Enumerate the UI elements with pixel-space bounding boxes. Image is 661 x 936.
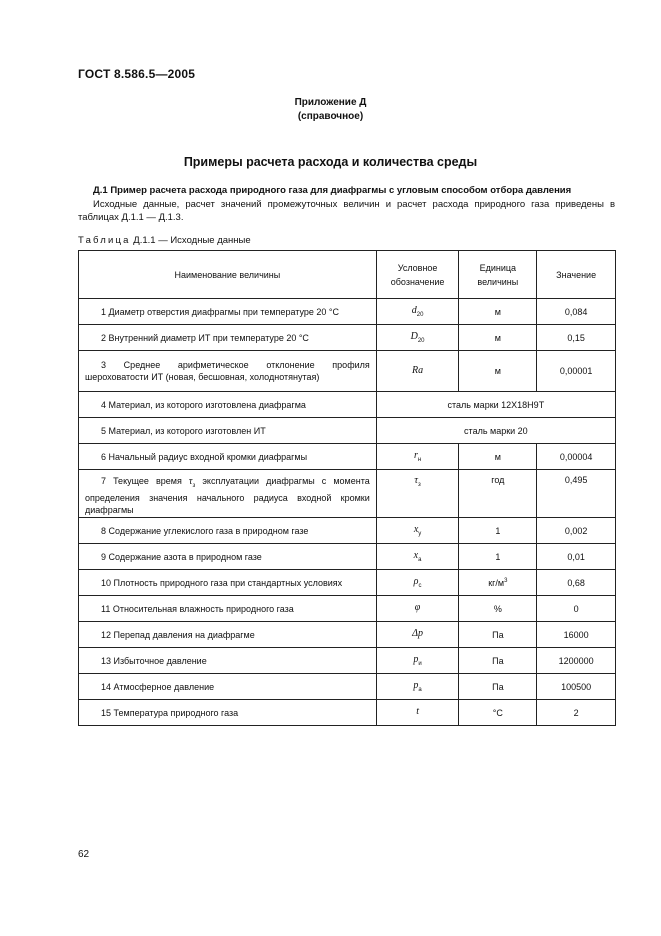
cell-symbol: [376, 648, 459, 674]
unit: м: [494, 451, 501, 462]
unit: Па: [492, 629, 504, 640]
cell-name: 12 Перепад давления на диафрагме: [79, 622, 377, 648]
cell-value: 0,002: [537, 518, 616, 544]
header-symbol: Условное обозначение: [376, 251, 459, 299]
table-row: [79, 299, 616, 325]
cell-unit: [459, 299, 537, 325]
cell-value: 0,00001: [537, 351, 616, 392]
header-name: Наименование величины: [79, 251, 377, 299]
cell-unit: [459, 674, 537, 700]
cell-value: 0,01: [537, 544, 616, 570]
unit: год: [491, 475, 505, 485]
table-row: [79, 418, 616, 444]
unit: м: [494, 306, 501, 317]
cell-name: 15 Температура природного газа: [79, 700, 377, 726]
cell-name: [79, 470, 377, 518]
symbol-subscript: и: [418, 660, 422, 667]
cell-symbol: [376, 470, 459, 518]
table-row: [79, 700, 616, 726]
symbol: ρ: [413, 576, 419, 588]
cell-name: 13 Избыточное давление: [79, 648, 377, 674]
cell-symbol: [376, 325, 459, 351]
unit: м: [494, 332, 501, 343]
symbol: p: [413, 680, 419, 692]
cell-value: 100500: [537, 674, 616, 700]
symbol: t: [416, 706, 419, 718]
cell-name: 6 Начальный радиус входной кромки диафрагмы: [79, 444, 377, 470]
cell-value: 2: [537, 700, 616, 726]
symbol: τ: [414, 475, 418, 486]
cell-name: 8 Содержание углекислого газа в природном газе: [79, 518, 377, 544]
cell-symbol: [376, 351, 459, 392]
cell-unit: [459, 544, 537, 570]
main-title: Примеры расчета расхода и количества среды: [183, 155, 478, 169]
symbol: d: [411, 305, 417, 317]
header-unit: Единица величины: [459, 251, 537, 299]
cell-name: 11 Относительная влажность природного газа: [79, 596, 377, 622]
table-row: [79, 622, 616, 648]
symbol-subscript: 20: [416, 311, 424, 318]
cell-value: 16000: [537, 622, 616, 648]
symbol-subscript: с: [418, 582, 422, 589]
cell-name: 4 Материал, из которого изготовлена диафрагма: [79, 392, 377, 418]
cell-name: 2 Внутренний диаметр ИТ при температуре 20 °С: [79, 325, 377, 351]
source-data-table: [78, 250, 616, 726]
cell-name: 9 Содержание азота в природном газе: [79, 544, 377, 570]
cell-value: 1200000: [537, 648, 616, 674]
header-value: Значение: [537, 251, 616, 299]
cell-name: 1 Диаметр отверстия диафрагмы при температуре 20 °С: [79, 299, 377, 325]
table-row: [79, 444, 616, 470]
symbol-subscript: н: [417, 456, 422, 463]
annex-title: Приложение Д: [294, 97, 367, 108]
table-caption-prefix: Таблица: [78, 235, 131, 246]
table-row: [79, 325, 616, 351]
cell-value: 0,495: [537, 470, 616, 518]
cell-name: 5 Материал, из которого изготовлен ИТ: [79, 418, 377, 444]
name-symbol: τ: [188, 476, 193, 487]
cell-symbol: [376, 622, 459, 648]
table-row: [79, 392, 616, 418]
unit: 1: [495, 525, 501, 536]
cell-merged-value: сталь марки 20: [376, 418, 615, 444]
table-row: [79, 596, 616, 622]
cell-merged-value: сталь марки 12Х18Н9Т: [376, 392, 615, 418]
cell-unit: [459, 700, 537, 726]
table-row: [79, 518, 616, 544]
table-row: [79, 570, 616, 596]
cell-symbol: [376, 570, 459, 596]
unit: Па: [492, 681, 504, 692]
cell-unit: [459, 518, 537, 544]
symbol: x: [413, 550, 419, 562]
cell-unit: [459, 648, 537, 674]
symbol-subscript: а: [418, 556, 422, 563]
cell-unit: [459, 596, 537, 622]
table-row: [79, 648, 616, 674]
cell-unit: [459, 622, 537, 648]
symbol: p: [413, 654, 419, 666]
unit: %: [493, 603, 502, 614]
table-row: [79, 351, 616, 392]
symbol: Δp: [412, 628, 424, 640]
symbol-subscript: у: [418, 530, 422, 537]
cell-value: 0,00004: [537, 444, 616, 470]
table-row: [79, 674, 616, 700]
symbol-subscript: а: [418, 686, 422, 693]
cell-unit: [459, 351, 537, 392]
section-paragraph: Исходные данные, расчет значений промежуточных величин и расчет расхода природного газа приведены в таблицах Д.1.1 — Д.1.3.: [78, 199, 615, 223]
annex-subtitle: (справочное): [297, 111, 364, 122]
name-symbol-subscript: з: [192, 482, 196, 489]
cell-value: 0: [537, 596, 616, 622]
symbol: D: [410, 331, 418, 343]
cell-unit: [459, 470, 537, 518]
table-caption: [78, 235, 251, 246]
unit-superscript: 3: [504, 577, 508, 584]
cell-symbol: [376, 674, 459, 700]
symbol-subscript: з: [417, 481, 421, 488]
unit: °С: [492, 707, 503, 718]
symbol: x: [413, 524, 419, 536]
unit: м: [494, 366, 501, 376]
table-header-row: [79, 251, 616, 299]
document-id: ГОСТ 8.586.5—2005: [78, 67, 196, 81]
cell-symbol: [376, 299, 459, 325]
cell-symbol: [376, 700, 459, 726]
cell-unit: [459, 444, 537, 470]
symbol-subscript: 20: [417, 337, 425, 344]
unit: 1: [495, 551, 501, 562]
symbol: r: [413, 450, 418, 462]
name-text: 7 Текущее время: [101, 476, 189, 486]
annex-heading: [0, 96, 661, 124]
cell-unit: [459, 570, 537, 596]
cell-value: 0,084: [537, 299, 616, 325]
cell-value: 0,15: [537, 325, 616, 351]
cell-symbol: [376, 596, 459, 622]
table-caption-text: Д.1.1 — Исходные данные: [130, 235, 251, 246]
cell-name: 3 Среднее арифметическое отклонение профиля шероховатости ИТ (новая, бесшовная, холоднотянутая): [79, 351, 377, 392]
section-heading: Д.1 Пример расчета расхода природного газа для диафрагмы с угловым способом отбора давления: [93, 185, 572, 196]
symbol: φ: [414, 602, 421, 614]
table-row: [79, 544, 616, 570]
cell-value: 0,68: [537, 570, 616, 596]
cell-name: 10 Плотность природного газа при стандартных условиях: [79, 570, 377, 596]
table-row: [79, 470, 616, 518]
unit: Па: [492, 655, 504, 666]
cell-symbol: [376, 444, 459, 470]
name-text-rest: эксплуатации диафрагмы с момента определения значения начального радиуса входной кромки диафрагмы: [85, 476, 370, 515]
cell-name: 14 Атмосферное давление: [79, 674, 377, 700]
cell-unit: [459, 325, 537, 351]
symbol: Ra: [412, 364, 424, 376]
page-number: 62: [78, 849, 90, 860]
cell-symbol: [376, 544, 459, 570]
cell-symbol: [376, 518, 459, 544]
unit: кг/м: [488, 577, 505, 588]
